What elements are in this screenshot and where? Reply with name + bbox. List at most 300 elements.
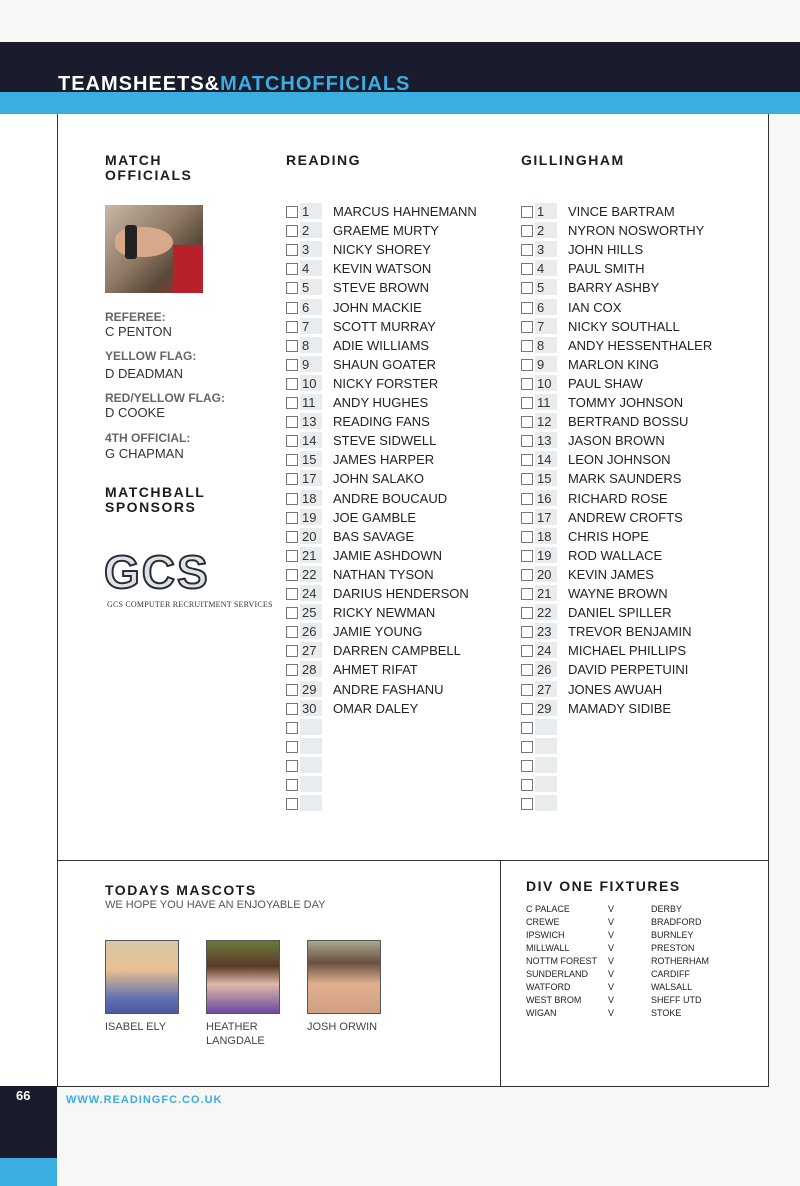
reading-player-row	[286, 278, 496, 297]
tick-box[interactable]	[286, 798, 298, 810]
player-name: NYRON NOSWORTHY	[568, 223, 705, 239]
tick-box[interactable]	[521, 512, 533, 524]
red-yellow-flag-value: D COOKE	[105, 405, 165, 420]
reading-player-row	[286, 527, 496, 546]
fixture-versus: V	[608, 969, 615, 979]
reading-player-row	[286, 775, 496, 794]
tick-box[interactable]	[521, 626, 533, 638]
player-name: NICKY FORSTER	[333, 375, 439, 391]
tick-box[interactable]	[521, 607, 533, 619]
sponsor-logo-subtitle: GCS COMPUTER RECRUITMENT SERVICES	[107, 600, 273, 609]
player-name: RICHARD ROSE	[568, 490, 668, 506]
tick-box[interactable]	[286, 263, 298, 275]
mascot-photo-3	[307, 940, 381, 1014]
shirt-number: 26	[302, 624, 317, 640]
reading-player-row	[286, 489, 496, 508]
gillingham-player-row	[521, 756, 731, 775]
player-name: JONES AWUAH	[568, 681, 663, 697]
player-name: PAUL SMITH	[568, 261, 645, 277]
reading-player-row	[286, 355, 496, 374]
gillingham-player-row	[521, 641, 731, 660]
player-name: ANDRE BOUCAUD	[333, 490, 448, 506]
fixture-home-team: WIGAN	[526, 1008, 557, 1018]
tick-box[interactable]	[521, 779, 533, 791]
shirt-number: 27	[537, 681, 552, 697]
player-name: WAYNE BROWN	[568, 586, 668, 601]
fixture-versus: V	[608, 930, 615, 940]
reading-player-row	[286, 794, 496, 813]
gillingham-player-row	[521, 336, 731, 355]
tick-box[interactable]	[286, 225, 298, 237]
left-margin	[0, 114, 57, 1186]
shirt-number: 23	[537, 624, 552, 640]
reading-player-row	[286, 317, 496, 336]
shirt-number-cell	[535, 795, 557, 811]
player-name: MARCUS HAHNEMANN	[333, 204, 477, 219]
tick-box[interactable]	[286, 435, 298, 447]
reading-player-row	[286, 240, 496, 259]
player-name: NATHAN TYSON	[333, 566, 434, 582]
tick-box[interactable]	[286, 664, 298, 676]
shirt-number: 1	[537, 204, 545, 219]
mascot-name-2-line2: LANGDALE	[206, 1035, 265, 1047]
tick-box[interactable]	[521, 645, 533, 657]
reading-player-row	[286, 641, 496, 660]
shirt-number-cell	[535, 738, 557, 754]
tick-box[interactable]	[521, 703, 533, 715]
shirt-number: 18	[302, 490, 317, 506]
shirt-number: 3	[537, 242, 545, 258]
fixture-home-team: C PALACE	[526, 904, 570, 914]
tick-box[interactable]	[286, 703, 298, 715]
shirt-number: 15	[302, 452, 317, 468]
shirt-number: 19	[537, 547, 552, 563]
reading-player-row	[286, 374, 496, 393]
gillingham-player-row	[521, 393, 731, 412]
mascot-name-1	[105, 1020, 166, 1034]
shirt-number: 24	[537, 643, 552, 659]
fixture-home-team: SUNDERLAND	[526, 969, 589, 979]
photo-flag	[173, 245, 203, 293]
player-name: KEVIN WATSON	[333, 261, 432, 277]
tick-box[interactable]	[521, 531, 533, 543]
player-name: DANIEL SPILLER	[568, 605, 672, 621]
fixture-away-team: STOKE	[651, 1008, 682, 1018]
shirt-number: 21	[537, 586, 552, 601]
shirt-number-cell	[300, 795, 322, 811]
shirt-number: 24	[302, 586, 317, 601]
shirt-number-cell	[300, 738, 322, 754]
reading-player-row	[286, 603, 496, 622]
reading-player-row	[286, 221, 496, 240]
reading-player-row	[286, 202, 496, 221]
red-yellow-flag-label: RED/YELLOW FLAG:	[105, 391, 225, 405]
shirt-number: 29	[302, 681, 317, 697]
shirt-number: 14	[302, 433, 317, 449]
player-name: ANDY HUGHES	[333, 395, 429, 410]
tick-box[interactable]	[521, 397, 533, 409]
mascot-name-3-line1: JOSH ORWIN	[307, 1021, 378, 1033]
gillingham-player-row	[521, 718, 731, 737]
player-name: ADIE WILLIAMS	[333, 337, 430, 353]
player-name: TOMMY JOHNSON	[568, 395, 684, 410]
reading-player-row	[286, 699, 496, 718]
shirt-number: 2	[302, 223, 310, 239]
player-name: RICKY NEWMAN	[333, 605, 436, 621]
sponsors-title-line1: MATCHBALL	[105, 484, 206, 500]
shirt-number: 7	[537, 318, 545, 334]
fixture-away-team: BRADFORD	[651, 917, 702, 927]
reading-player-row	[286, 660, 496, 679]
player-name: IAN COX	[568, 299, 622, 315]
mascot-photo-1	[105, 940, 179, 1014]
player-name: SCOTT MURRAY	[333, 318, 436, 334]
tick-box[interactable]	[521, 282, 533, 294]
tick-box[interactable]	[521, 760, 533, 772]
shirt-number: 25	[302, 605, 317, 621]
tick-box[interactable]	[286, 473, 298, 485]
gillingham-player-row	[521, 489, 731, 508]
page-number: 66	[16, 1088, 31, 1103]
player-name: NICKY SOUTHALL	[568, 318, 680, 334]
shirt-number: 4	[302, 261, 310, 277]
tick-box[interactable]	[286, 282, 298, 294]
tick-box[interactable]	[286, 512, 298, 524]
tick-box[interactable]	[286, 626, 298, 638]
gillingham-player-row	[521, 259, 731, 278]
page-title-part2: MATCHOFFICIALS	[220, 73, 411, 95]
fixture-away-team: CARDIFF	[651, 969, 690, 979]
player-name: DARIUS HENDERSON	[333, 586, 469, 601]
reading-player-row	[286, 393, 496, 412]
reading-player-row	[286, 756, 496, 775]
tick-box[interactable]	[286, 244, 298, 256]
shirt-number: 8	[537, 337, 545, 353]
reading-player-row	[286, 680, 496, 699]
yellow-flag-label: YELLOW FLAG:	[105, 349, 197, 363]
tick-box[interactable]	[521, 493, 533, 505]
shirt-number: 18	[537, 528, 552, 544]
footer-accent	[0, 1158, 57, 1186]
shirt-number: 17	[537, 509, 552, 525]
officials-title-line2: OFFICIALS	[105, 167, 193, 183]
tick-box[interactable]	[286, 684, 298, 696]
shirt-number: 10	[302, 375, 317, 391]
tick-box[interactable]	[286, 760, 298, 772]
fixture-away-team: ROTHERHAM	[651, 956, 709, 966]
fixture-versus: V	[608, 1008, 615, 1018]
gillingham-player-row	[521, 469, 731, 488]
fixture-away-team: PRESTON	[651, 943, 695, 953]
tick-box[interactable]	[521, 454, 533, 466]
sponsor-logo: GCS	[104, 546, 210, 598]
gillingham-player-row	[521, 699, 731, 718]
tick-box[interactable]	[521, 244, 533, 256]
shirt-number: 21	[302, 547, 317, 563]
section-divider	[57, 860, 768, 861]
tick-box[interactable]	[521, 378, 533, 390]
shirt-number: 6	[537, 299, 545, 315]
tick-box[interactable]	[521, 722, 533, 734]
shirt-number: 26	[537, 662, 552, 678]
tick-box[interactable]	[286, 416, 298, 428]
player-name: BARRY ASHBY	[568, 280, 660, 296]
tick-box[interactable]	[521, 225, 533, 237]
gillingham-player-row	[521, 622, 731, 641]
reading-title: READING	[286, 152, 362, 168]
reading-player-row	[286, 565, 496, 584]
fixture-versus: V	[608, 917, 615, 927]
tick-box[interactable]	[286, 206, 298, 218]
mascot-photo-2	[206, 940, 280, 1014]
player-name: KEVIN JAMES	[568, 566, 654, 582]
shirt-number: 19	[302, 509, 317, 525]
shirt-number: 14	[537, 452, 552, 468]
referee-label: REFEREE:	[105, 310, 166, 324]
officials-title-line1: MATCH	[105, 152, 163, 168]
tick-box[interactable]	[521, 550, 533, 562]
shirt-number: 16	[537, 490, 552, 506]
gillingham-player-row	[521, 374, 731, 393]
mascots-title: TODAYS MASCOTS	[105, 882, 257, 898]
tick-box[interactable]	[286, 340, 298, 352]
reading-player-row	[286, 336, 496, 355]
gillingham-player-row	[521, 221, 731, 240]
shirt-number-cell	[300, 757, 322, 773]
fixture-away-team: DERBY	[651, 904, 683, 914]
shirt-number: 1	[302, 204, 310, 219]
gillingham-player-row	[521, 546, 731, 565]
player-name: JAMIE YOUNG	[333, 624, 423, 640]
reading-player-row	[286, 546, 496, 565]
shirt-number: 9	[302, 356, 310, 372]
tick-box[interactable]	[286, 722, 298, 734]
reading-player-row	[286, 718, 496, 737]
photo-hand	[115, 227, 173, 257]
tick-box[interactable]	[286, 454, 298, 466]
gillingham-player-row	[521, 794, 731, 813]
shirt-number: 11	[537, 395, 551, 410]
player-name: CHRIS HOPE	[568, 528, 649, 544]
reading-player-row	[286, 622, 496, 641]
fixture-versus: V	[608, 995, 615, 1005]
tick-box[interactable]	[286, 359, 298, 371]
shirt-number: 10	[537, 375, 552, 391]
shirt-number: 3	[302, 242, 310, 258]
player-name: AHMET RIFAT	[333, 662, 418, 678]
tick-box[interactable]	[286, 321, 298, 333]
reading-player-row	[286, 259, 496, 278]
tick-box[interactable]	[286, 588, 298, 600]
player-name: READING FANS	[333, 414, 430, 430]
tick-box[interactable]	[521, 664, 533, 676]
player-name: TREVOR BENJAMIN	[568, 624, 692, 640]
fixtures-title: DIV ONE FIXTURES	[526, 878, 681, 894]
shirt-number: 20	[537, 566, 552, 582]
fourth-official-label: 4TH OFFICIAL:	[105, 431, 191, 445]
player-name: ANDY HESSENTHALER	[568, 337, 713, 353]
gillingham-player-row	[521, 603, 731, 622]
officials-title	[105, 153, 192, 183]
column-divider	[500, 860, 501, 1086]
fixture-home-team: MILLWALL	[526, 943, 570, 953]
gillingham-player-row	[521, 278, 731, 297]
shirt-number: 13	[302, 414, 317, 430]
fixture-away-team: BURNLEY	[651, 930, 694, 940]
shirt-number-cell	[300, 776, 322, 792]
tick-box[interactable]	[286, 569, 298, 581]
tick-box[interactable]	[521, 684, 533, 696]
sponsors-title-line2: SPONSORS	[105, 499, 197, 515]
player-name: ROD WALLACE	[568, 547, 663, 563]
shirt-number: 28	[302, 662, 317, 678]
fixture-home-team: CREWE	[526, 917, 560, 927]
player-name: MARLON KING	[568, 356, 660, 372]
tick-box[interactable]	[521, 741, 533, 753]
gillingham-player-row	[521, 680, 731, 699]
gillingham-title: GILLINGHAM	[521, 152, 625, 168]
player-name: SHAUN GOATER	[333, 356, 437, 372]
shirt-number: 17	[302, 471, 317, 487]
shirt-number-cell	[300, 719, 322, 735]
player-name: VINCE BARTRAM	[568, 204, 675, 219]
player-name: DARREN CAMPBELL	[333, 643, 461, 659]
yellow-flag-value: D DEADMAN	[105, 366, 184, 381]
gillingham-player-row	[521, 298, 731, 317]
shirt-number: 30	[302, 700, 317, 716]
tick-box[interactable]	[521, 340, 533, 352]
tick-box[interactable]	[286, 645, 298, 657]
gillingham-player-row	[521, 450, 731, 469]
tick-box[interactable]	[521, 435, 533, 447]
player-name: MICHAEL PHILLIPS	[568, 643, 687, 659]
fixture-versus: V	[608, 904, 615, 914]
tick-box[interactable]	[521, 321, 533, 333]
shirt-number-cell	[535, 719, 557, 735]
tick-box[interactable]	[521, 473, 533, 485]
gillingham-player-row	[521, 202, 731, 221]
fixture-away-team: SHEFF UTD	[651, 995, 702, 1005]
fixture-home-team: IPSWICH	[526, 930, 565, 940]
player-name: MARK SAUNDERS	[568, 471, 682, 487]
gillingham-player-row	[521, 565, 731, 584]
mascot-name-2-line1: HEATHER	[206, 1021, 258, 1033]
player-name: DAVID PERPETUINI	[568, 662, 689, 678]
player-name: PAUL SHAW	[568, 375, 643, 391]
tick-box[interactable]	[286, 550, 298, 562]
mascot-name-3	[307, 1020, 377, 1034]
fixture-home-team: NOTTM FOREST	[526, 956, 597, 966]
shirt-number: 4	[537, 261, 545, 277]
player-name: JOHN HILLS	[568, 242, 644, 258]
tick-box[interactable]	[521, 206, 533, 218]
tick-box[interactable]	[286, 779, 298, 791]
shirt-number: 20	[302, 528, 317, 544]
reading-player-row	[286, 431, 496, 450]
player-name: JAMIE ASHDOWN	[333, 547, 443, 563]
tick-box[interactable]	[521, 302, 533, 314]
referee-photo	[105, 205, 203, 293]
shirt-number: 22	[537, 605, 552, 621]
tick-box[interactable]	[521, 416, 533, 428]
player-name: ANDRE FASHANU	[333, 681, 444, 697]
photo-watch	[125, 225, 137, 259]
mascot-name-1-line1: ISABEL ELY	[105, 1021, 167, 1033]
reading-player-row	[286, 469, 496, 488]
reading-player-row	[286, 584, 496, 603]
tick-box[interactable]	[286, 531, 298, 543]
reading-player-row	[286, 737, 496, 756]
player-name: STEVE BROWN	[333, 280, 430, 296]
gillingham-player-row	[521, 737, 731, 756]
shirt-number: 7	[302, 318, 310, 334]
tick-box[interactable]	[286, 397, 298, 409]
player-name: JOHN MACKIE	[333, 299, 422, 315]
page-title	[58, 72, 410, 96]
player-name: BERTRAND BOSSU	[568, 414, 689, 430]
gillingham-player-row	[521, 431, 731, 450]
player-name: GRAEME MURTY	[333, 223, 439, 239]
shirt-number-cell	[535, 776, 557, 792]
tick-box[interactable]	[286, 741, 298, 753]
shirt-number: 8	[302, 337, 310, 353]
fourth-official-value: G CHAPMAN	[105, 446, 184, 461]
tick-box[interactable]	[286, 493, 298, 505]
gillingham-player-row	[521, 412, 731, 431]
shirt-number: 11	[302, 395, 316, 410]
gillingham-player-row	[521, 775, 731, 794]
fixture-versus: V	[608, 943, 615, 953]
fixture-versus: V	[608, 956, 615, 966]
reading-player-row	[286, 412, 496, 431]
fixture-versus: V	[608, 982, 615, 992]
gillingham-player-row	[521, 355, 731, 374]
gillingham-player-row	[521, 240, 731, 259]
tick-box[interactable]	[286, 302, 298, 314]
tick-box[interactable]	[286, 378, 298, 390]
shirt-number: 2	[537, 223, 545, 239]
shirt-number: 27	[302, 643, 317, 659]
tick-box[interactable]	[521, 263, 533, 275]
reading-player-row	[286, 298, 496, 317]
player-name: JASON BROWN	[568, 433, 665, 449]
sponsors-title	[105, 485, 205, 515]
tick-box[interactable]	[521, 588, 533, 600]
tick-box[interactable]	[286, 607, 298, 619]
tick-box[interactable]	[521, 798, 533, 810]
gillingham-player-row	[521, 317, 731, 336]
player-name: MAMADY SIDIBE	[568, 700, 672, 716]
mascot-name-2	[206, 1020, 265, 1048]
fixture-home-team: WEST BROM	[526, 995, 582, 1005]
tick-box[interactable]	[521, 359, 533, 371]
website-link[interactable]: WWW.READINGFC.CO.UK	[66, 1094, 223, 1106]
mascots-subtitle: WE HOPE YOU HAVE AN ENJOYABLE DAY	[105, 899, 326, 911]
shirt-number: 12	[537, 414, 552, 430]
player-name: ANDREW CROFTS	[568, 509, 683, 525]
shirt-number: 6	[302, 299, 310, 315]
reading-player-row	[286, 508, 496, 527]
player-name: OMAR DALEY	[333, 700, 419, 716]
player-name: JAMES HARPER	[333, 452, 435, 468]
fixture-away-team: WALSALL	[651, 982, 693, 992]
gillingham-player-row	[521, 584, 731, 603]
player-name: NICKY SHOREY	[333, 242, 432, 258]
shirt-number-cell	[535, 757, 557, 773]
player-name: STEVE SIDWELL	[333, 433, 437, 449]
tick-box[interactable]	[521, 569, 533, 581]
page-title-part1: TEAMSHEETS&	[58, 73, 221, 95]
